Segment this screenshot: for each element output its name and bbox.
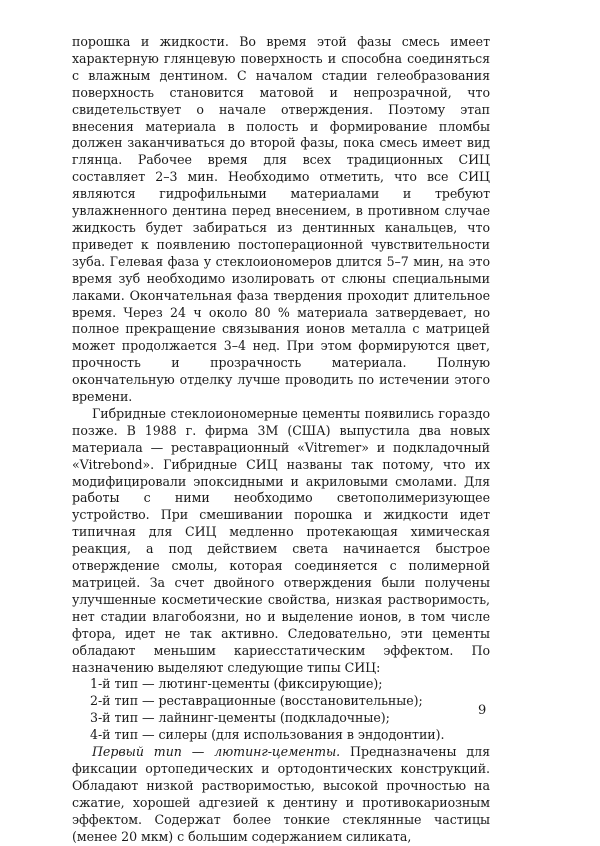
list-item: 3-й тип — лайнинг-цементы (подкладочные); (90, 710, 390, 726)
page-number: 9 (478, 703, 487, 718)
paragraph-setting-phases: порошка и жидкости. Во время этой фазы смесь имеет характерную глянцевую поверхность и способна соединяться с влажным дентином. С началом стадии гелеобразования поверхность становится матовой и непрозрачной, что свидетельствует о начале отверждения. Поэтому этап внесения материала в полость и формирование пломбы должен заканчиваться до второй фазы, пока смесь имеет вид глянца. Рабочее время для всех традиционных СИЦ составляет 2–3 мин. Необходимо отметить, что все СИЦ являются гидрофильными материалами и требуют увлажненного дентина перед внесением, в противном случае жидкость будет забираться из дентинных канальцев, что приведет к появлению постоперационной чувствительности зуба. Гелевая фаза у стеклоиономеров длится 5–7 мин, на это время зуб необходимо изолировать от слюны специальными лаками. Окончательная фаза твердения проходит длительное время. Через 24 ч около 80 % материала затвердевает, но полное прекращение связывания ионов металла с матрицей может продолжается 3–4 нед. При этом формируются цвет, прочность и прозрачность материала. Полную окончательную отделку лучше проводить по истечении этого времени. (72, 34, 490, 405)
cement-types-list (72, 676, 490, 744)
paragraph-hybrid-cements: Гибридные стеклоиономерные цементы появились гораздо позже. В 1988 г. фирма 3М (США) выпустила два новых материала — реставрационный «Vitremer» и подкладочный «Vitrebond». Гибридные СИЦ названы так потому, что их модифицировали эпоксидными и акриловыми смолами. Для работы с ними необходимо светополимеризующее устройство. При смешивании порошка и жидкости идет типичная для СИЦ медленно протекающая химическая реакция, а под действием света начинается быстрое отверждение смолы, которая соединяется с полимерной матрицей. За счет двойного отверждения были получены улучшенные косметические свойства, низкая растворимость, нет стадии влагобоязни, но и выделение ионов, в том числе фтора, идет не так активно. Следовательно, эти цементы обладают меньшим кариесстатическим эффектом. По назначению выделяют следующие типы СИЦ: (72, 405, 490, 675)
list-item: 2-й тип — реставрационные (восстановительные); (90, 693, 423, 709)
first-type-text: Предназначены для фиксации ортопедических и ортодонтических конструкций. Обладают низкой растворимостью, высокой прочностью на сжатие, хорошей адгезией к дентину и противокариозным эффектом. Содержат более тонкие стеклянные частицы (менее 20 мкм) с большим содержанием силиката, (72, 744, 490, 844)
list-item: 4-й тип — силеры (для использования в эндодонтии). (90, 727, 445, 743)
first-type-heading: Первый тип — лютинг-цементы. (92, 744, 341, 760)
list-item: 1-й тип — лютинг-цементы (фиксирующие); (90, 676, 383, 692)
page-body (72, 34, 490, 846)
paragraph-first-type (72, 744, 490, 845)
